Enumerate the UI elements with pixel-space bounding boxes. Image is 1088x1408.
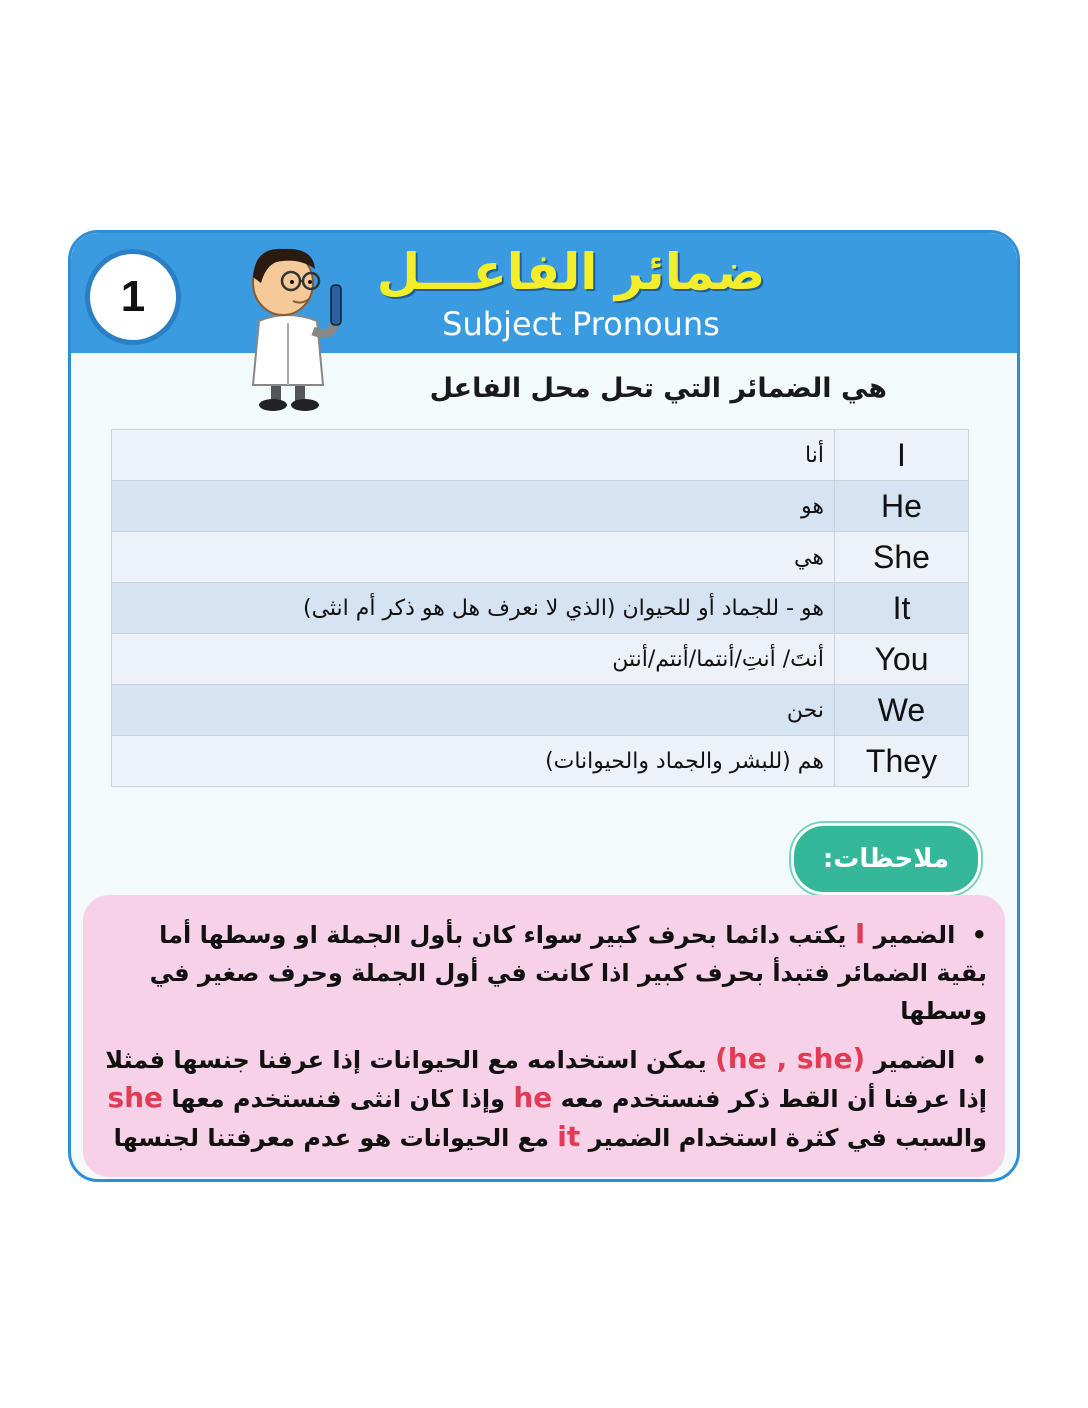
note-1: [101, 915, 987, 1030]
arabic-meaning: أنتَ/ أنتِ/أنتما/أنتم/أنتن: [112, 634, 835, 685]
notes-label: ملاحظات:: [791, 823, 981, 895]
note-2-he: he: [513, 1081, 553, 1114]
table-row: [112, 736, 969, 787]
lesson-card: [68, 230, 1020, 1182]
note-1-part2: يكتب دائما بحرف كبير سواء كان بأول الجملة او وسطها أما بقية الضمائر فتبدأ بحرف كبير اذا كانت في أول الجملة وحرف صغير في وسطها: [149, 921, 987, 1025]
scientist-illustration: [221, 239, 361, 419]
lesson-number-badge: 1: [85, 249, 181, 345]
english-pronoun: You: [835, 634, 969, 685]
english-pronoun: We: [835, 685, 969, 736]
note-2-part3: وإذا كان انثى فنستخدم معها: [171, 1085, 506, 1113]
arabic-meaning: هو: [112, 481, 835, 532]
bullet-icon: •: [971, 1046, 987, 1074]
english-pronoun: It: [835, 583, 969, 634]
bullet-icon: •: [971, 921, 987, 949]
note-2-she: she: [107, 1081, 164, 1114]
definition-text: هي الضمائر التي تحل محل الفاعل: [429, 373, 887, 404]
arabic-meaning: أنا: [112, 430, 835, 481]
title-english: Subject Pronouns: [442, 305, 720, 343]
pronoun-table: [111, 429, 969, 787]
table-row: [112, 685, 969, 736]
table-row: [112, 481, 969, 532]
table-row: [112, 634, 969, 685]
note-2-it: it: [557, 1120, 581, 1153]
arabic-meaning: نحن: [112, 685, 835, 736]
arabic-meaning: هي: [112, 532, 835, 583]
note-2-part2: يمكن استخدامه مع الحيوانات إذا عرفنا جنسها فمثلا إذا عرفنا أن القط ذكر فنستخدم معه: [105, 1046, 987, 1113]
arabic-meaning: هو - للجماد أو للحيوان (الذي لا نعرف هل هو ذكر أم انثى): [112, 583, 835, 634]
note-2-part5: مع الحيوانات هو عدم معرفتنا لجنسها: [113, 1124, 549, 1152]
note-2-part4: والسبب في كثرة استخدام الضمير: [588, 1124, 987, 1152]
note-2-pronouns: (he , she): [714, 1042, 866, 1075]
table-row: [112, 430, 969, 481]
notes-box: [83, 895, 1005, 1177]
english-pronoun: They: [835, 736, 969, 787]
note-1-pronoun: I: [854, 917, 866, 950]
english-pronoun: She: [835, 532, 969, 583]
title-arabic: ضمائر الفاعـــل: [376, 243, 766, 301]
english-pronoun: I: [835, 430, 969, 481]
card-header: [71, 233, 1017, 353]
arabic-meaning: هم (للبشر والجماد والحيوانات): [112, 736, 835, 787]
table-row: [112, 532, 969, 583]
english-pronoun: He: [835, 481, 969, 532]
note-2: [101, 1040, 987, 1157]
note-1-part1: الضمير: [873, 921, 956, 949]
note-2-part1: الضمير: [873, 1046, 956, 1074]
table-row: [112, 583, 969, 634]
